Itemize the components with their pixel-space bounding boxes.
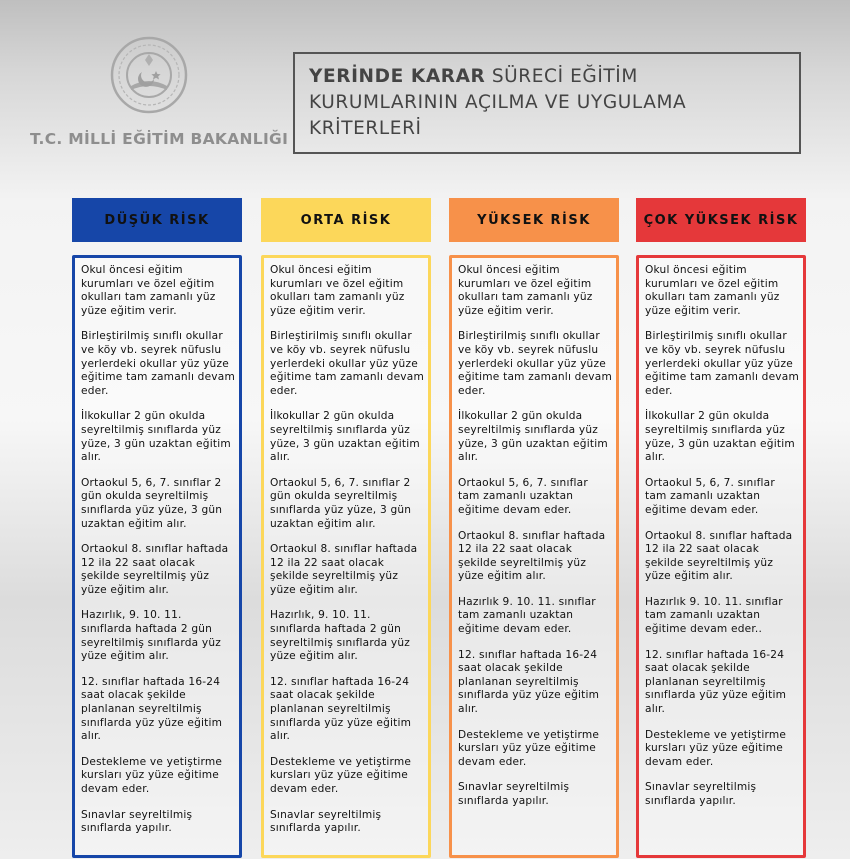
list-item: Hazırlık, 9. 10. 11. sınıflarda haftada 2 gün seyreltilmiş sınıflarda yüz yüze eğitim alır. <box>270 609 411 663</box>
list-item: Ortaokul 8. sınıflar haftada 12 ila 22 saat olacak şekilde seyreltilmiş yüz yüze eğitim alır. <box>458 529 606 583</box>
title-line2: KURUMLARININ AÇILMA VE UYGULAMA <box>309 92 687 113</box>
list-item: Ortaokul 8. sınıflar haftada 12 ila 22 saat olacak şekilde seyreltilmiş yüz yüze eğitim alır. <box>645 529 793 583</box>
list-item: Birleştirilmiş sınıflı okullar ve köy vb. seyrek nüfuslu yerlerdeki okullar yüz yüze eğitime tam zamanlı devam eder. <box>458 330 612 397</box>
list-item: Ortaokul 8. sınıflar haftada 12 ila 22 saat olacak şekilde seyreltilmiş yüz yüze eğitim alır. <box>270 543 418 596</box>
list-item: Okul öncesi eğitim kurumları ve özel eğitim okulları tam zamanlı yüz yüze eğitim verir. <box>458 264 593 317</box>
list-item: Birleştirilmiş sınıflı okullar ve köy vb. seyrek nüfuslu yerlerdeki okullar yüz yüze eğitime tam zamanlı devam eder. <box>270 330 424 397</box>
list-item: İlkokullar 2 gün okulda seyreltilmiş sınıflarda yüz yüze, 3 gün uzaktan eğitim alır. <box>645 410 795 464</box>
list-item: 12. sınıflar haftada 16-24 saat olacak şekilde planlanan seyreltilmiş sınıflarda yüz yüze eğitim alır. <box>81 675 223 743</box>
list-item: Sınavlar seyreltilmiş sınıflarda yapılır. <box>81 808 193 835</box>
title-bold: YERİNDE KARAR <box>309 66 486 87</box>
list-item: Hazırlık 9. 10. 11. sınıflar tam zamanlı uzaktan eğitime devam eder. <box>458 595 596 636</box>
list-item: Ortaokul 8. sınıflar haftada 12 ila 22 saat olacak şekilde seyreltilmiş yüz yüze eğitim alır. <box>81 543 229 596</box>
column-very-high-risk <box>636 255 806 858</box>
list-item: Destekleme ve yetiştirme kursları yüz yüze eğitime devam eder. <box>81 755 223 795</box>
header-medium-risk: ORTA RİSK <box>261 198 431 242</box>
list-item: Okul öncesi eğitim kurumları ve özel eğitim okulları tam zamanlı yüz yüze eğitim verir. <box>645 264 780 317</box>
column-medium-risk <box>261 255 431 858</box>
list-item: Ortaokul 5, 6, 7. sınıflar tam zamanlı uzaktan eğitime devam eder. <box>645 476 775 516</box>
list-item: 12. sınıflar haftada 16-24 saat olacak şekilde planlanan seyreltilmiş sınıflarda yüz yüze eğitim alır. <box>458 648 600 716</box>
list-item: Ortaokul 5, 6, 7. sınıflar 2 gün okulda seyreltilmiş sınıflarda yüz yüze, 3 gün uzaktan eğitim alır. <box>270 476 412 530</box>
list-item: Ortaokul 5, 6, 7. sınıflar 2 gün okulda seyreltilmiş sınıflarda yüz yüze, 3 gün uzaktan eğitim alır. <box>81 476 223 530</box>
list-item: İlkokullar 2 gün okulda seyreltilmiş sınıflarda yüz yüze, 3 gün uzaktan eğitim alır. <box>81 410 231 464</box>
column-low-risk <box>72 255 242 858</box>
title-line1: SÜRECİ EĞİTİM <box>485 66 638 87</box>
list-item: Birleştirilmiş sınıflı okullar ve köy vb. seyrek nüfuslu yerlerdeki okullar yüz yüze eğitime tam zamanlı devam eder. <box>645 330 799 397</box>
list-item: Hazırlık 9. 10. 11. sınıflar tam zamanlı uzaktan eğitime devam eder.. <box>645 595 783 636</box>
list-item: 12. sınıflar haftada 16-24 saat olacak şekilde planlanan seyreltilmiş sınıflarda yüz yüze eğitim alır. <box>645 648 787 716</box>
list-item: Sınavlar seyreltilmiş sınıflarda yapılır. <box>270 808 382 835</box>
list-item: 12. sınıflar haftada 16-24 saat olacak şekilde planlanan seyreltilmiş sınıflarda yüz yüze eğitim alır. <box>270 675 412 743</box>
list-item: İlkokullar 2 gün okulda seyreltilmiş sınıflarda yüz yüze, 3 gün uzaktan eğitim alır. <box>270 410 420 464</box>
list-item: Destekleme ve yetiştirme kursları yüz yüze eğitime devam eder. <box>270 755 412 795</box>
title-line3: KRİTERLERİ <box>309 118 422 139</box>
page-title <box>293 52 801 154</box>
list-item: Birleştirilmiş sınıflı okullar ve köy vb. seyrek nüfuslu yerlerdeki okullar yüz yüze eğitime tam zamanlı devam eder. <box>81 330 235 397</box>
header-very-high-risk: ÇOK YÜKSEK RİSK <box>636 198 806 242</box>
header-high-risk: YÜKSEK RİSK <box>449 198 619 242</box>
ministry-name: T.C. MİLLİ EĞİTİM BAKANLIĞI <box>30 130 289 148</box>
list-item: Okul öncesi eğitim kurumları ve özel eğitim okulları tam zamanlı yüz yüze eğitim verir. <box>81 264 216 317</box>
list-item: Sınavlar seyreltilmiş sınıflarda yapılır. <box>458 781 570 807</box>
ministry-emblem-icon <box>109 30 189 120</box>
list-item: İlkokullar 2 gün okulda seyreltilmiş sınıflarda yüz yüze, 3 gün uzaktan eğitim alır. <box>458 410 608 464</box>
list-item: Destekleme ve yetiştirme kursları yüz yüze eğitime devam eder. <box>458 728 600 768</box>
list-item: Okul öncesi eğitim kurumları ve özel eğitim okulları tam zamanlı yüz yüze eğitim verir. <box>270 264 405 317</box>
list-item: Destekleme ve yetiştirme kursları yüz yüze eğitime devam eder. <box>645 728 787 768</box>
header-low-risk: DÜŞÜK RİSK <box>72 198 242 242</box>
list-item: Ortaokul 5, 6, 7. sınıflar tam zamanlı uzaktan eğitime devam eder. <box>458 476 588 516</box>
list-item: Sınavlar seyreltilmiş sınıflarda yapılır. <box>645 781 757 807</box>
column-high-risk <box>449 255 619 858</box>
list-item: Hazırlık, 9. 10. 11. sınıflarda haftada 2 gün seyreltilmiş sınıflarda yüz yüze eğitim alır. <box>81 609 222 663</box>
